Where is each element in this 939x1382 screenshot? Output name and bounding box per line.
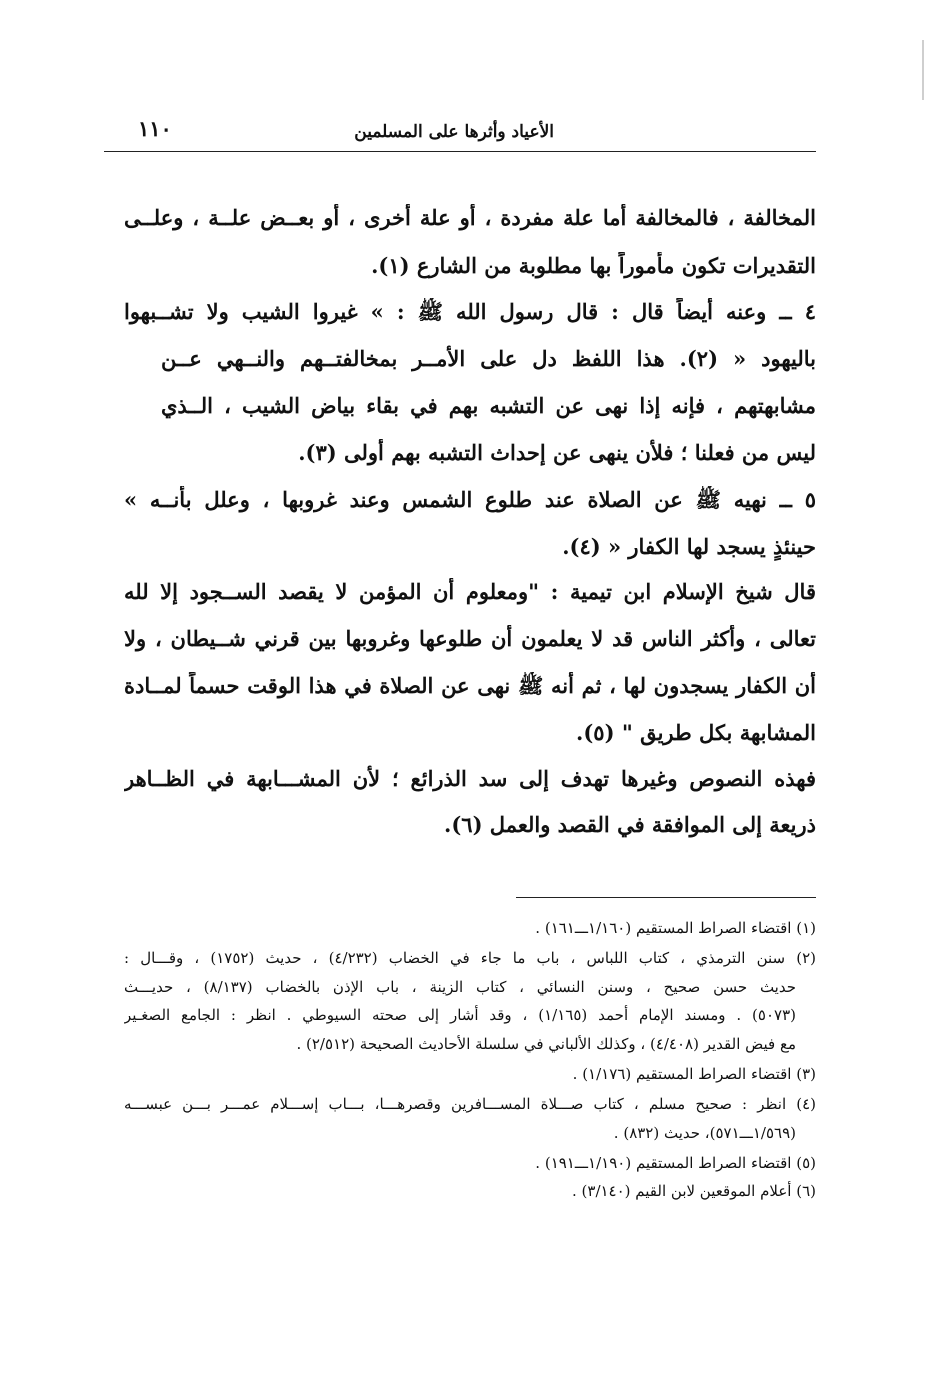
footnote-line: حديث حسن صحيح ، وسنن النسائي ، كتاب الزينة ، باب الإذن بالخضاب (٨/١٣٧) ، حديـــث <box>124 978 796 996</box>
footnote-line: (٥٠٧٣) . ومسند الإمام أحمد (١/١٦٥) ، وقد أشار إلى صحته السيوطي . انظر : الجامع الصغـير <box>124 1006 796 1024</box>
header-title: الأعياد وأثرها على المسلمين <box>354 122 554 142</box>
body-line: مشابهتهم ، فإنه إذا نهى عن التشبه بهم في بقاء بياض الشيب ، الــذي <box>161 393 816 418</box>
body-line: باليهود « (٢). هذا اللفظ دل على الأمــر بمخالفتــهم والنــهي عــن <box>161 346 816 371</box>
header-rule <box>104 151 816 152</box>
footnote-line: (٥) اقتضاء الصراط المستقيم (١/١٩٠ـــ١٩١) . <box>535 1154 816 1172</box>
running-header <box>104 112 816 152</box>
body-line: التقديرات تكون مأموراً بها مطلوبة من الشارع (١). <box>371 253 816 278</box>
body-line: المشابهة بكل طريق " (٥). <box>576 720 816 745</box>
body-line: ذريعة إلى الموافقة في القصد والعمل (٦). <box>444 812 816 837</box>
body-line: أن الكفار يسجدون لها ، ثم أنه ﷺ نهى عن الصلاة في هذا الوقت حسماً لمــادة <box>124 673 816 698</box>
footnote-line: (٦) أعلام الموقعين لابن القيم (٣/١٤٠) . <box>572 1182 816 1200</box>
body-line: ٥ ــ نهيه ﷺ عن الصلاة عند طلوع الشمس وعند غروبها ، وعلل بأنــه » <box>124 487 816 512</box>
footnote-line: (١/٥٦٩ـــ٥٧١)، حديث (٨٣٢) . <box>613 1124 796 1142</box>
footnote-line: (٤) انظر : صحيح مسلم ، كتاب صـــلاة المســـافرين وقصرهـــا، بـــاب إســـلام عمـــر بـــن عبســـه <box>124 1095 816 1113</box>
body-line: قال شيخ الإسلام ابن تيمية : "ومعلوم أن المؤمن لا يقصد الســجود إلا لله <box>124 579 816 604</box>
body-line: فهذه النصوص وغيرها تهدف إلى سد الذرائع ؛ لأن المشـــابهة في الظــاهر <box>124 766 816 791</box>
footnote-line: مع فيض القدير (٤/٤٠٨) ، وكذلك الألباني في سلسلة الأحاديث الصحيحة (٢/٥١٢) . <box>296 1035 796 1053</box>
body-line: ليس من فعلنا ؛ فلأن ينهى عن إحداث التشبه بهم أولى (٣). <box>298 440 816 465</box>
body-line: تعالى ، وأكثر الناس قد لا يعلمون أن طلوعها وغروبها بين قرني شــيطان ، ولا <box>124 626 816 651</box>
body-line: المخالفة ، فالمخالفة أما علة مفردة ، أو علة أخرى ، أو بعــض علــة ، وعلــى <box>124 205 816 230</box>
footnote-line: (٢) سنن الترمذي ، كتاب اللباس ، باب ما جاء في الخضاب (٤/٢٣٢) ، حديث (١٧٥٢) ، وقـــال : <box>124 949 816 967</box>
body-line: ٤ ــ وعنه أيضاً قال : قال رسول الله ﷺ : » غيروا الشيب ولا تشــبهوا <box>124 299 816 324</box>
footnote-separator <box>516 897 816 898</box>
scan-margin-mark <box>922 40 924 100</box>
body-line: حينئذٍ يسجد لها الكفار « (٤). <box>562 534 816 559</box>
page-number: ١١٠ <box>138 116 172 141</box>
footnote-line: (٣) اقتضاء الصراط المستقيم (١/١٧٦) . <box>572 1065 816 1083</box>
footnote-line: (١) اقتضاء الصراط المستقيم (١/١٦٠ـــ١٦١) . <box>535 919 816 937</box>
